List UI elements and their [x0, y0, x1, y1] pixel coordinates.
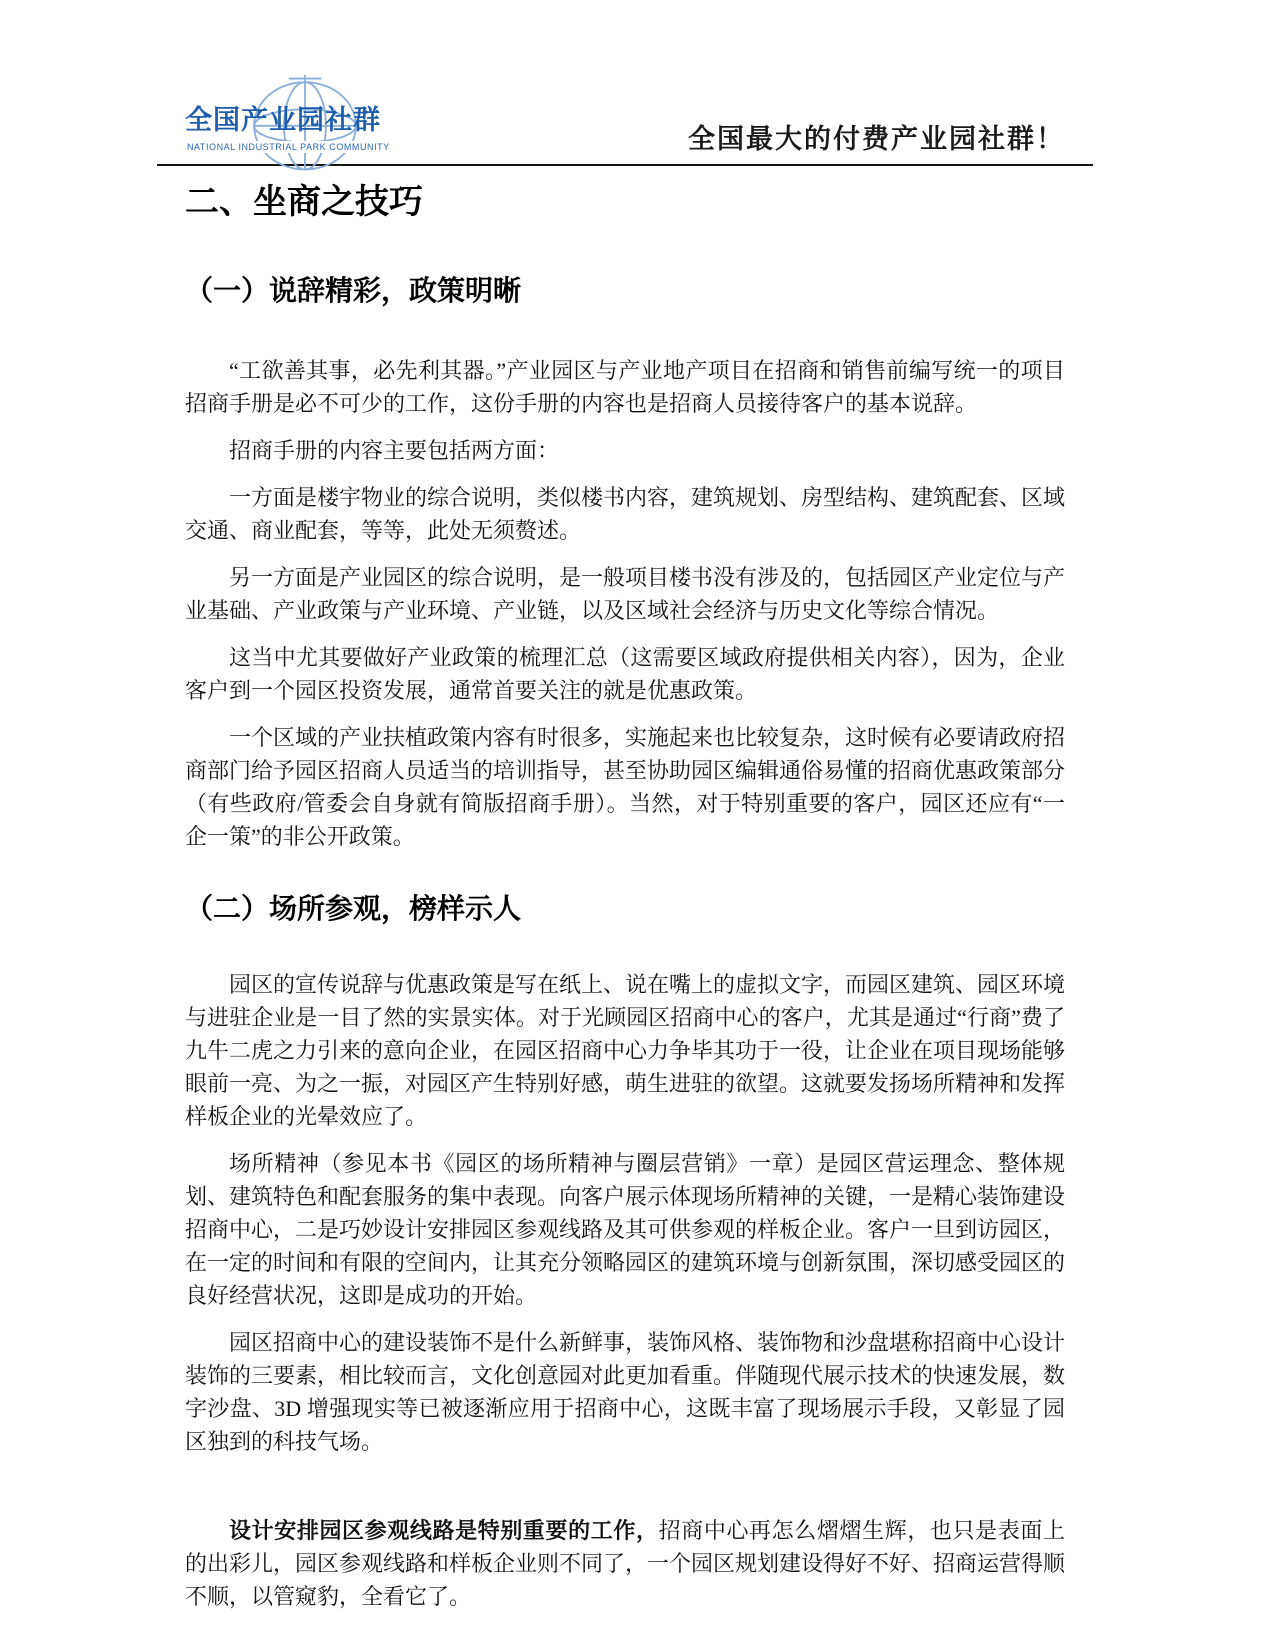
section-2: [185, 891, 1065, 1613]
paragraph: “工欲善其事，必先利其器。”产业园区与产业地产项目在招商和销售前编写统一的项目招商手册是必不可少的工作，这份手册的内容也是招商人员接待客户的基本说辞。: [185, 357, 1065, 416]
organization-logo: [185, 84, 415, 164]
header-slogan: 全国最大的付费产业园社群！: [688, 124, 1065, 154]
paragraph: [185, 1514, 1065, 1613]
section-1-heading: （一）说辞精彩，政策明晰: [185, 274, 522, 306]
paragraph: 园区的宣传说辞与优惠政策是写在纸上、说在嘴上的虚拟文字，而园区建筑、园区环境与进驻企业是一目了然的实景实体。对于光顾园区招商中心的客户，尤其是通过“行商”费了九牛二虎之力引来的意向企业，在园区招商中心力争毕其功于一役，让企业在项目现场能够眼前一亮、为之一振，对园区产生特别好感，萌生进驻的欲望。这就要发扬场所精神和发挥样板企业的光晕效应了。: [185, 971, 1066, 1129]
section-2-heading: （二）场所参观，榜样示人: [185, 892, 522, 924]
section-1: [185, 273, 1065, 853]
paragraph: 这当中尤其要做好产业政策的梳理汇总（这需要区域政府提供相关内容），因为，企业客户到一个园区投资发展，通常首要关注的就是优惠政策。: [185, 644, 1065, 703]
paragraph-lead-bold: 设计安排园区参观线路是特别重要的工作，: [229, 1517, 659, 1543]
page-header: [185, 84, 1065, 164]
paragraph: 一方面是楼宇物业的综合说明，类似楼书内容，建筑规划、房型结构、建筑配套、区域交通、商业配套，等等，此处无须赘述。: [185, 484, 1066, 543]
paragraph: 另一方面是产业园区的综合说明，是一般项目楼书没有涉及的，包括园区产业定位与产业基础、产业政策与产业环境、产业链，以及区域社会经济与历史文化等综合情况。: [185, 564, 1066, 623]
paragraph: 场所精神（参见本书《园区的场所精神与圈层营销》一章）是园区营运理念、整体规划、建筑特色和配套服务的集中表现。向客户展示体现场所精神的关键，一是精心装饰建设招商中心，二是巧妙设计安排园区参观线路及其可供参观的样板企业。客户一旦到访园区，在一定的时间和有限的空间内，让其充分领略园区的建筑环境与创新氛围，深切感受园区的良好经营状况，这即是成功的开始。: [185, 1150, 1066, 1308]
paragraph: 招商手册的内容主要包括两方面：: [229, 437, 560, 463]
logo-title-cn: 全国产业园社群: [185, 105, 381, 135]
page-title: 二、坐商之技巧: [185, 183, 423, 221]
paragraph: 园区招商中心的建设装饰不是什么新鲜事，装饰风格、装饰物和沙盘堪称招商中心设计装饰的三要素，相比较而言，文化创意园对此更加看重。伴随现代展示技术的快速发展，数字沙盘、3D 增强现实等已被逐渐应用于招商中心，这既丰富了现场展示手段，又彰显了园区独到的科技气场。: [185, 1329, 1066, 1454]
logo-subtitle-en: NATIONAL INDUSTRIAL PARK COMMUNITY: [187, 142, 390, 152]
paragraph: 一个区域的产业扶植政策内容有时很多，实施起来也比较复杂，这时候有必要请政府招商部门给予园区招商人员适当的培训指导，甚至协助园区编辑通俗易懂的招商优惠政策部分（有些政府/管委会自身就有简版招商手册）。当然，对于特别重要的客户，园区还应有“一企一策”的非公开政策。: [185, 724, 1066, 849]
paragraph-text: 招商中心再怎么熠熠生辉，也只是表面上的出彩儿，园区参观线路和样板企业则不同了，一个园区规划建设得好不好、招商运营得顺不顺，以管窥豹，全看它了。: [185, 1517, 1066, 1609]
